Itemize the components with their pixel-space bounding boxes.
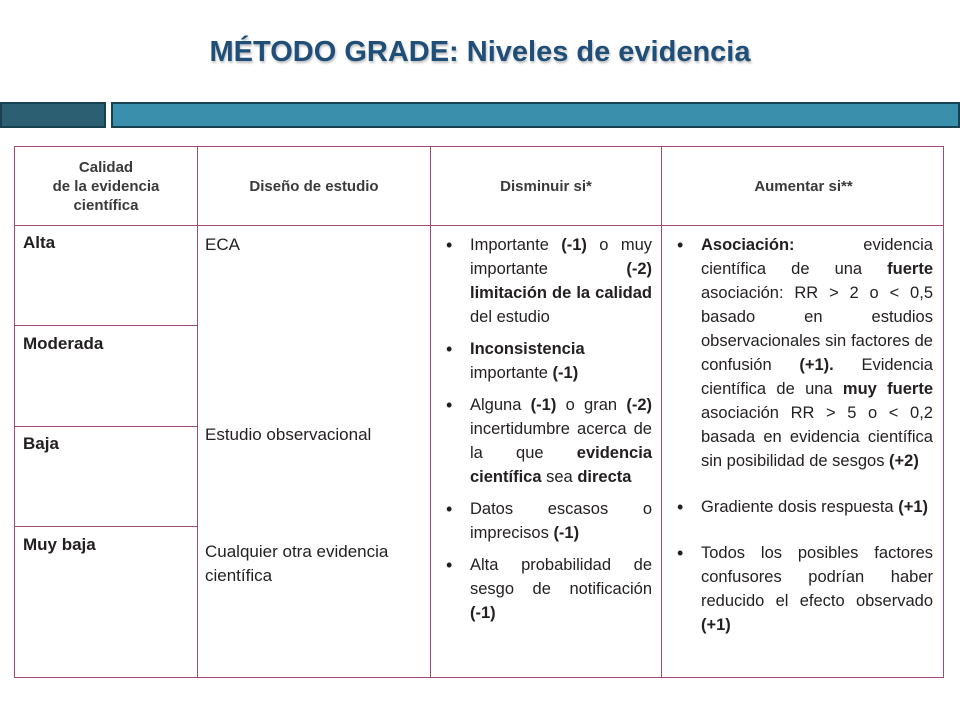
slide-title: MÉTODO GRADE: Niveles de evidencia	[209, 36, 751, 68]
header-design: Diseño de estudio	[249, 177, 379, 195]
quality-level-moderada: Moderada	[23, 334, 104, 353]
increase-item-dose-response: • Gradiente dosis respuesta (+1)	[671, 495, 933, 519]
row-divider	[15, 426, 197, 427]
column-divider	[430, 147, 431, 677]
header-quality-line: Calidad	[78, 158, 134, 176]
decrease-item-indirectness: • Alguna (-1) o gran (-2) incertidumbre acerca de la que evidencia científica sea directa	[440, 393, 652, 489]
header-decrease: Disminuir si*	[500, 177, 592, 195]
decorative-bar-left	[0, 102, 106, 128]
header-quality-line: científica	[73, 196, 139, 214]
row-divider	[15, 526, 197, 527]
design-other	[205, 540, 388, 588]
column-divider	[661, 147, 662, 677]
quality-level-alta: Alta	[23, 233, 56, 252]
decrease-item-inconsistency: • Inconsistencia importante (-1)	[440, 337, 652, 385]
increase-item-association: • Asociación: evidencia científica de una fuerte asociación: RR > 2 o < 0,5 basado en estudios observacionales sin factores de confusión (+1). Evidencia científica de una muy fuerte asociación RR > 5 o < 0,2 basada en evidencia científica sin posibilidad de sesgos (+2)	[671, 233, 933, 473]
increase-list	[671, 233, 933, 645]
quality-level-muy-baja: Muy baja	[23, 535, 96, 554]
design-other-line: Cualquier otra evidencia	[205, 542, 389, 561]
design-observational: Estudio observacional	[205, 425, 372, 444]
header-divider	[15, 225, 943, 226]
decrease-item-imprecision: • Datos escasos o imprecisos (-1)	[440, 497, 652, 545]
grade-evidence-table	[14, 146, 944, 678]
header-quality	[15, 147, 197, 225]
design-other-line: científica	[205, 566, 273, 585]
increase-item-confounders: • Todos los posibles factores confusores podrían haber reducido el efecto observado (+1)	[671, 541, 933, 637]
quality-level-baja: Baja	[23, 434, 59, 453]
column-divider	[197, 147, 198, 677]
decrease-item-publication-bias: • Alta probabilidad de sesgo de notificación (-1)	[440, 553, 652, 625]
decrease-list	[440, 233, 652, 633]
header-quality-line: de la evidencia	[52, 177, 160, 195]
decrease-item-quality-limitation: • Importante (-1) o muy importante (-2) limitación de la calidad del estudio	[440, 233, 652, 329]
decorative-bar-right	[111, 102, 960, 128]
design-eca: ECA	[205, 235, 240, 254]
header-increase: Aumentar si**	[754, 177, 853, 195]
row-divider	[15, 325, 197, 326]
